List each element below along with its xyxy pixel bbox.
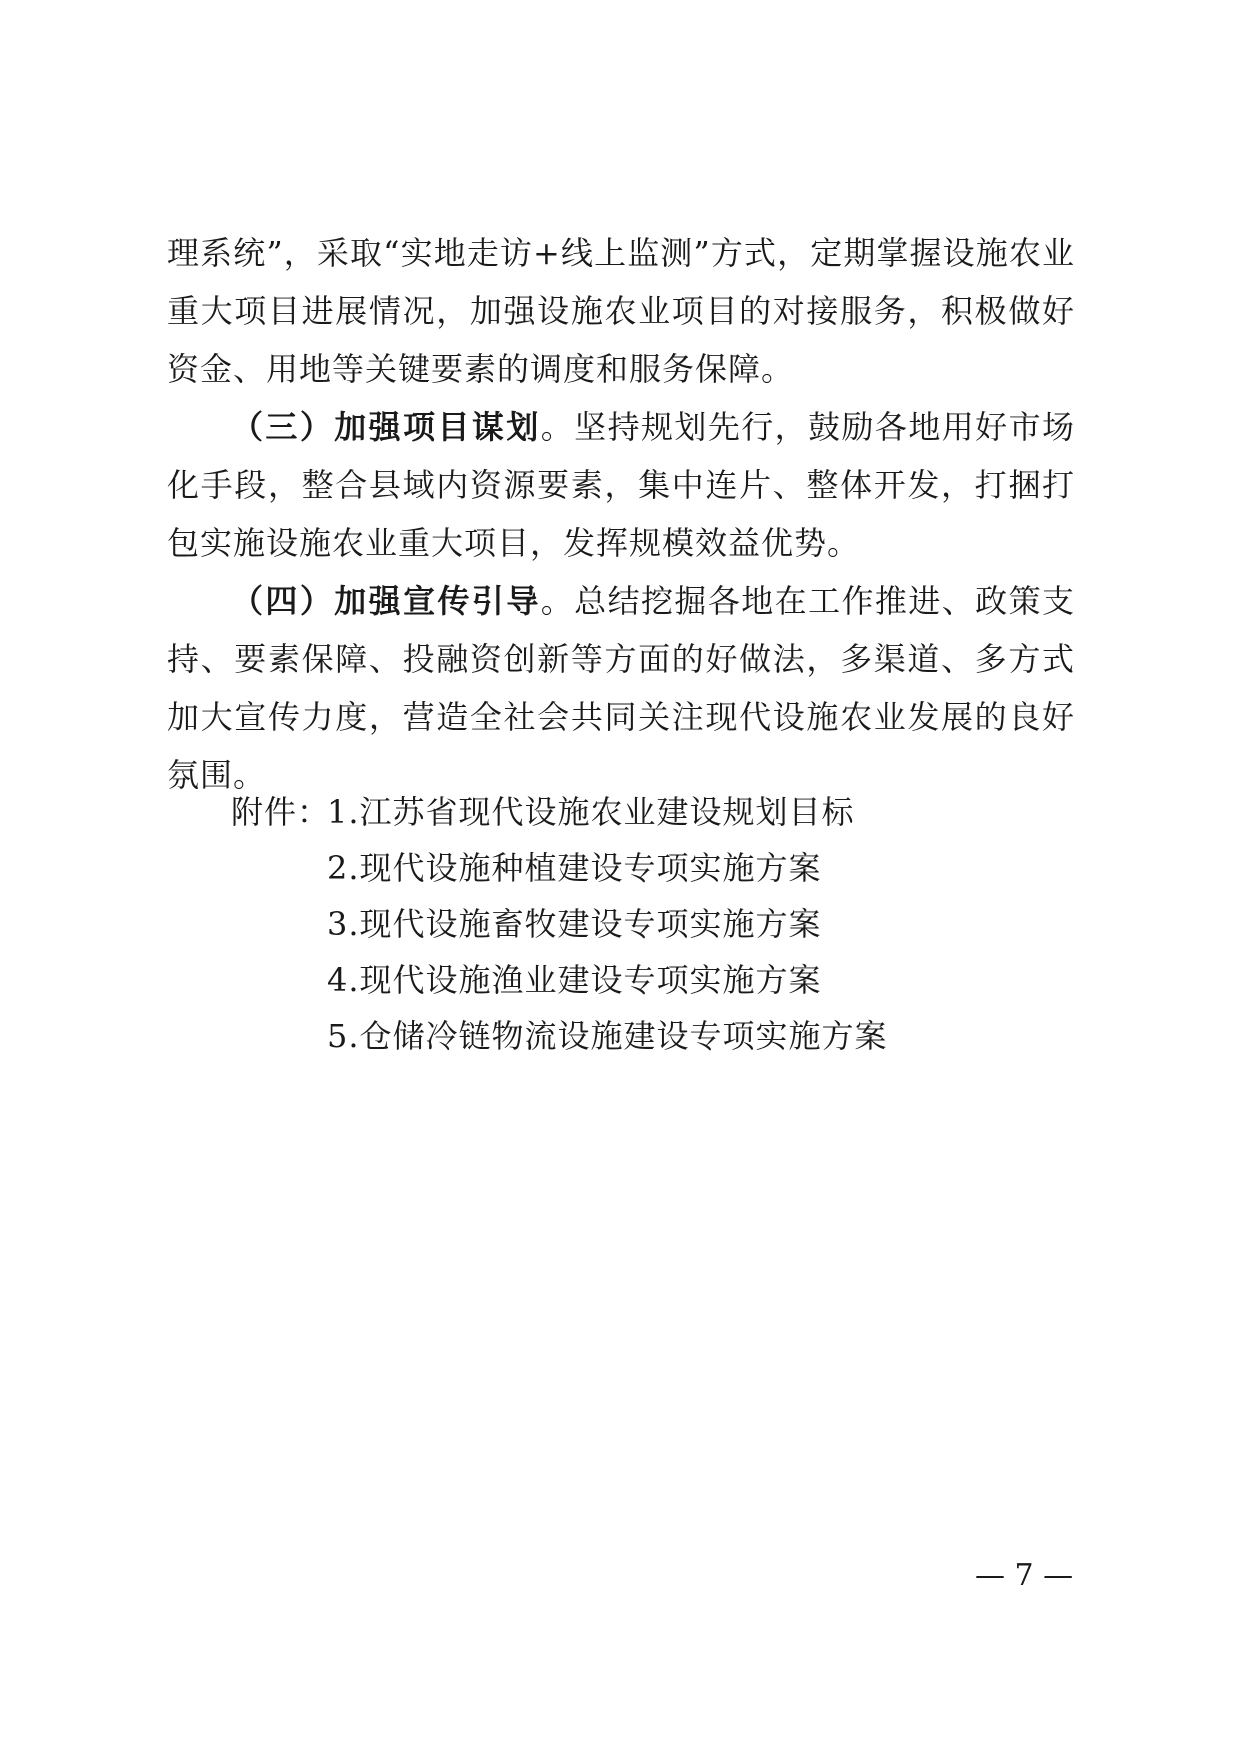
attachment-item: [231, 952, 1091, 1008]
paragraph-text: 。总结挖掘各地在工作推进、政策支持、要素保障、投融资创新等方面的好做法，多渠道、多方式加大宣传力度，营造全社会共同关注现代设施农业发展的良好氛围。: [167, 582, 1075, 794]
paragraph-heading: （三）加强项目谋划: [231, 408, 541, 446]
paragraph-text: 。坚持规划先行，鼓励各地用好市场化手段，整合县域内资源要素，集中连片、整体开发，打捆打包实施设施农业重大项目，发挥规模效益优势。: [167, 408, 1075, 562]
paragraph-text: 理系统”，采取“实地走访+线上监测”方式，定期掌握设施农业重大项目进展情况，加强设施农业项目的对接服务，积极做好资金、用地等关键要素的调度和服务保障。: [167, 234, 1075, 388]
paragraph-publicity-guidance: [167, 572, 1075, 804]
attachment-title: 4.现代设施渔业建设专项实施方案: [327, 961, 822, 999]
attachments-label: 附件：: [231, 793, 331, 831]
attachment-item: [231, 1008, 1091, 1064]
attachment-item: [231, 784, 1091, 840]
attachment-title: 1.江苏省现代设施农业建设规划目标: [327, 793, 855, 831]
attachment-title: 3.现代设施畜牧建设专项实施方案: [327, 905, 822, 943]
paragraph-project-planning: [167, 398, 1075, 572]
paragraph-heading: （四）加强宣传引导: [231, 582, 541, 620]
attachments-list: [231, 784, 1091, 1064]
attachment-title: 2.现代设施种植建设专项实施方案: [327, 849, 822, 887]
attachment-item: [231, 840, 1091, 896]
paragraph-continuation: [167, 224, 1075, 398]
page-number: — 7 —: [975, 1558, 1074, 1593]
body-text: [167, 224, 1075, 804]
attachment-title: 5.仓储冷链物流设施建设专项实施方案: [327, 1017, 888, 1055]
attachment-item: [231, 896, 1091, 952]
